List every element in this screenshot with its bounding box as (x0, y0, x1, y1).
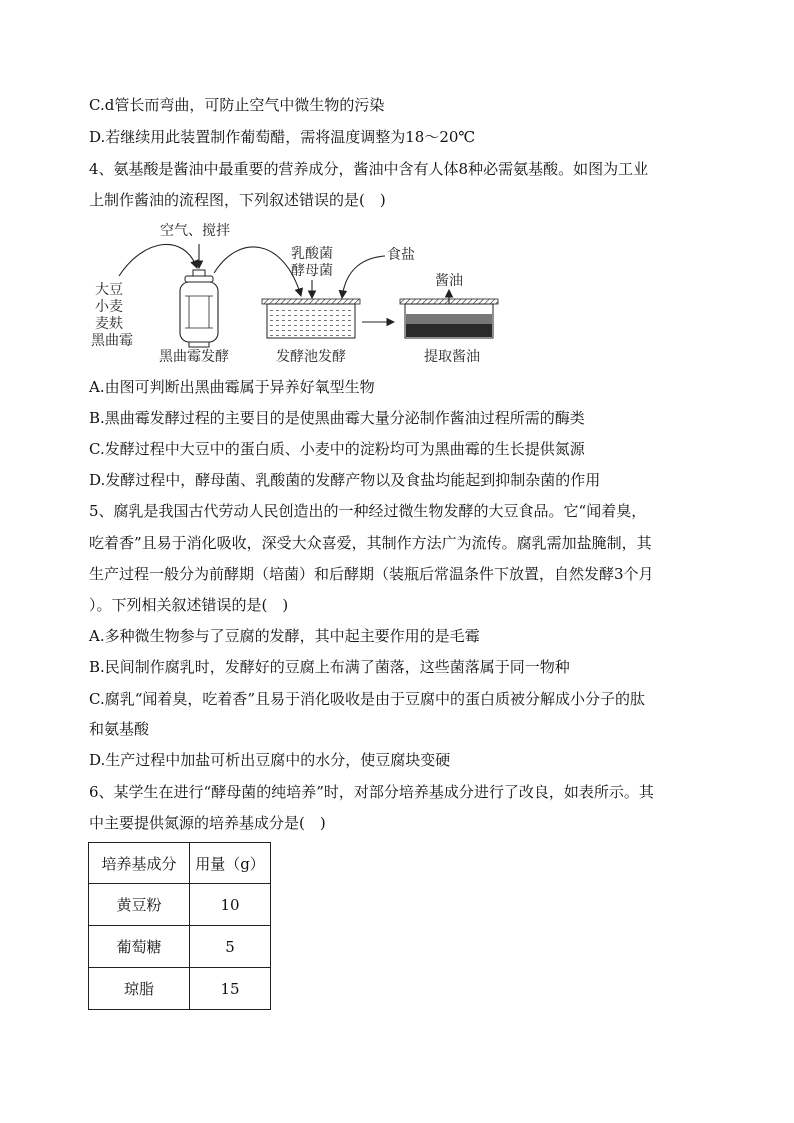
extraction-tank (400, 299, 498, 338)
process-diagram-drawing (89, 218, 509, 368)
cell-component: 黄豆粉 (89, 884, 190, 926)
microbe-lactobacillus: 乳酸菌 (291, 246, 333, 262)
q4-option-b: B.黑曲霉发酵过程的主要目的是使黑曲霉大量分泌制作酱油过程所需的酶类 (89, 409, 585, 427)
table-row (89, 884, 271, 926)
q5-option-c-line-1: C.腐乳“闻着臭，吃着香”且易于消化吸收是由于豆腐中的蛋白质被分解成小分子的肽 (89, 690, 646, 708)
q4-stem-line-1: 4、氨基酸是酱油中最重要的营养成分，酱油中含有人体8种必需氨基酸。如图为工业 (89, 160, 649, 178)
table-row (89, 926, 271, 968)
ingredient-bran: 麦麸 (95, 316, 123, 332)
cell-amount: 5 (190, 926, 271, 968)
ingredient-aspergillus: 黑曲霉 (91, 333, 133, 349)
medium-composition-table (88, 842, 271, 1010)
table-header-row (89, 843, 271, 884)
label-soy-sauce: 酱油 (435, 273, 463, 289)
label-stage-aspergillus-fermentation: 黑曲霉发酵 (159, 349, 229, 365)
q6-stem-line-1: 6、某学生在进行“酵母菌的纯培养”时，对部分培养基成分进行了改良，如表所示。其 (89, 783, 654, 801)
cell-amount: 10 (190, 884, 271, 926)
microbe-list (288, 246, 336, 280)
q3-option-c: C.d管长而弯曲，可防止空气中微生物的污染 (89, 96, 385, 114)
q5-stem-line-3: 生产过程一般分为前酵期（培菌）和后酵期（装瓶后常温条件下放置，自然发酵3个月 (89, 565, 654, 583)
ingredient-wheat: 小麦 (95, 299, 123, 315)
q5-option-d: D.生产过程中加盐可析出豆腐中的水分，使豆腐块变硬 (89, 751, 451, 769)
ingredient-list (91, 282, 133, 350)
q5-stem-line-2: 吃着香”且易于消化吸收，深受大众喜爱，其制作方法广为流传。腐乳需加盐腌制，其 (89, 534, 652, 552)
q4-stem-line-2: 上制作酱油的流程图，下列叙述错误的是( ) (89, 191, 386, 209)
header-amount: 用量（g） (190, 843, 271, 884)
q5-option-c-line-2: 和氨基酸 (89, 720, 150, 738)
ingredient-soybean: 大豆 (95, 282, 123, 298)
header-component: 培养基成分 (89, 843, 190, 884)
q4-option-c: C.发酵过程中大豆中的蛋白质、小麦中的淀粉均可为黑曲霉的生长提供氮源 (89, 440, 585, 458)
cell-amount: 15 (190, 968, 271, 1010)
cell-component: 葡萄糖 (89, 926, 190, 968)
fermenter-vessel (180, 270, 218, 347)
cell-component: 琼脂 (89, 968, 190, 1010)
arrow-ingredients-to-fermenter (119, 244, 197, 276)
arrow-salt-to-pond (342, 256, 385, 298)
q3-option-d: D.若继续用此装置制作葡萄醋，需将温度调整为18～20℃ (89, 128, 476, 146)
q5-option-a: A.多种微生物参与了豆腐的发酵，其中起主要作用的是毛霉 (89, 627, 480, 645)
label-stage-pond-fermentation: 发酵池发酵 (276, 349, 346, 365)
table-row (89, 968, 271, 1010)
q5-option-b: B.民间制作腐乳时，发酵好的豆腐上布满了菌落，这些菌落属于同一物种 (89, 658, 570, 676)
q6-stem-line-2: 中主要提供氮源的培养基成分是( ) (89, 814, 326, 832)
q5-stem-line-4: ）。下列相关叙述错误的是( ) (89, 596, 289, 614)
microbe-yeast: 酵母菌 (291, 263, 333, 279)
fermentation-pond (262, 299, 360, 338)
soy-sauce-process-diagram (89, 218, 509, 368)
label-stage-extraction: 提取酱油 (424, 349, 480, 365)
label-salt: 食盐 (387, 247, 415, 263)
q4-option-d: D.发酵过程中，酵母菌、乳酸菌的发酵产物以及食盐均能起到抑制杂菌的作用 (89, 471, 601, 489)
q4-option-a: A.由图可判断出黑曲霉属于异养好氧型生物 (89, 378, 375, 396)
q5-stem-line-1: 5、腐乳是我国古代劳动人民创造出的一种经过微生物发酵的大豆食品。它“闻着臭， (89, 502, 647, 520)
label-air-stirring: 空气、搅拌 (160, 223, 230, 239)
